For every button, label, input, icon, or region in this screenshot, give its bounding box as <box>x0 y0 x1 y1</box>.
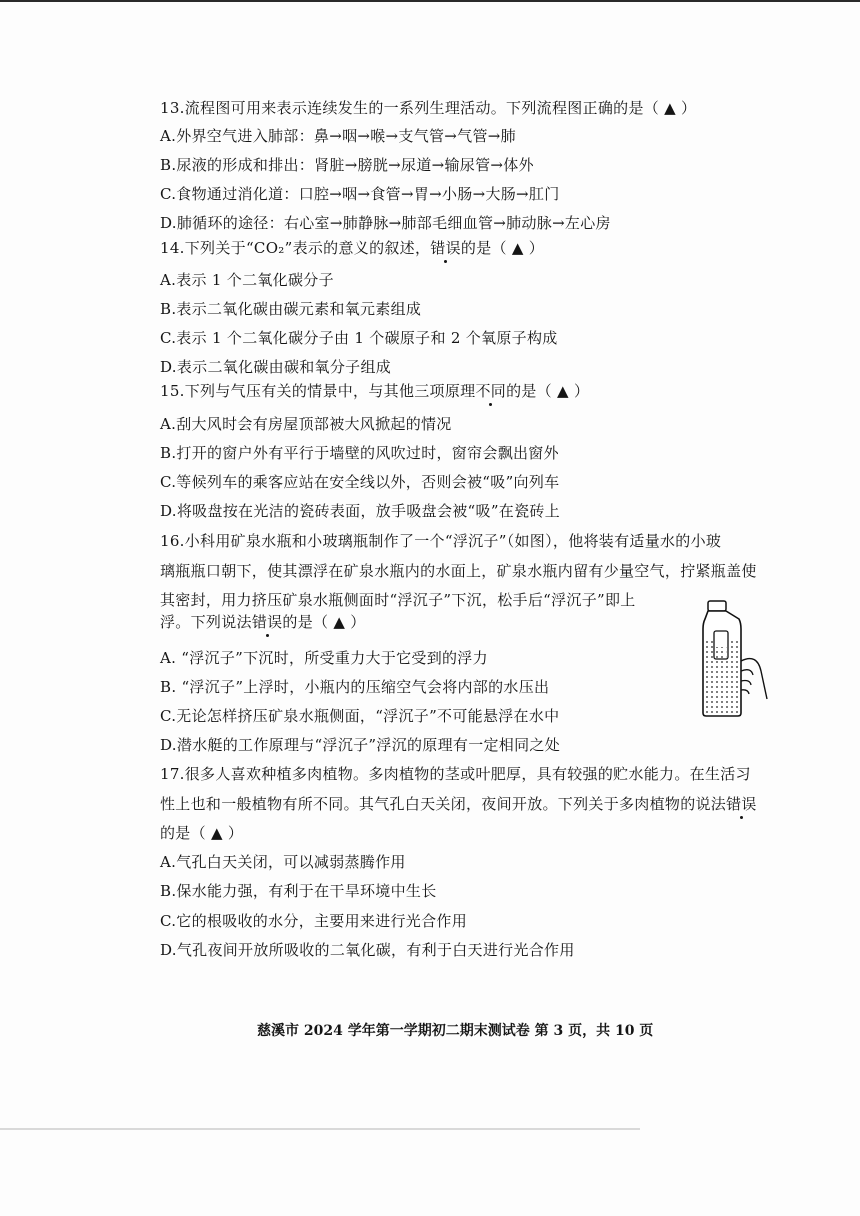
q17-stem2-pre: 性上也和一般植物有所不同。其气孔白天关闭，夜间开放。下列关于多肉植物的说法 <box>160 795 727 813</box>
q16-stem-post: 的是（ ▲ ） <box>282 613 366 631</box>
q16-stem-line-1: 16.小科用矿泉水瓶和小玻璃瓶制作了一个“浮沉子”（如图），他将装有适量水的小玻 <box>160 532 722 550</box>
q15-stem-pre: 15.下列与气压有关的情景中，与其他三项原理 <box>160 382 476 400</box>
q15-option-a: A.刮大风时会有房屋顶部被大风掀起的情况 <box>160 415 452 433</box>
q13-stem: 13.流程图可用来表示连续发生的一系列生理活动。下列流程图正确的是（ ▲ ） <box>160 99 697 117</box>
q17-stem-line-2 <box>160 794 757 814</box>
q17-emphasis: 错误 <box>726 795 757 813</box>
q13-option-c: C.食物通过消化道：口腔→咽→食管→胃→小肠→大肠→肛门 <box>160 185 560 203</box>
q13-option-b: B.尿液的形成和排出：肾脏→膀胱→尿道→输尿管→体外 <box>160 156 534 174</box>
q17-option-c: C.它的根吸收的水分，主要用来进行光合作用 <box>160 912 468 930</box>
q17-option-a: A.气孔白天关闭，可以减弱蒸腾作用 <box>160 853 406 871</box>
q13-option-a: A.外界空气进入肺部：鼻→咽→喉→支气管→气管→肺 <box>160 127 516 145</box>
q13-option-d: D.肺循环的途径：右心室→肺静脉→肺部毛细血管→肺动脉→左心房 <box>160 214 611 232</box>
q17-option-d: D.气孔夜间开放所吸收的二氧化碳，有利于白天进行光合作用 <box>160 941 575 959</box>
q15-stem <box>160 381 589 401</box>
q16-emphasis: 错误 <box>251 613 283 631</box>
q14-stem-post: 的是（ ▲ ） <box>460 239 545 257</box>
q16-stem-line-2: 璃瓶瓶口朝下，使其漂浮在矿泉水瓶内的水面上，矿泉水瓶内留有少量空气，拧紧瓶盖使 <box>160 562 757 580</box>
q17-option-b: B.保水能力强，有利于在干旱环境中生长 <box>160 882 437 900</box>
q16-option-c: C.无论怎样挤压矿泉水瓶侧面，“浮沉子”不可能悬浮在水中 <box>160 707 560 725</box>
q14-emphasis: 错误 <box>430 239 461 257</box>
q15-option-c: C.等候列车的乘客应站在安全线以外，否则会被“吸”向列车 <box>160 473 560 491</box>
q15-option-b: B.打开的窗户外有平行于墙壁的风吹过时，窗帘会飘出窗外 <box>160 444 559 462</box>
q14-option-b: B.表示二氧化碳由碳元素和氧元素组成 <box>160 300 422 318</box>
q16-option-a: A. “浮沉子”下沉时，所受重力大于它受到的浮力 <box>160 649 488 667</box>
q16-option-b: B. “浮沉子”上浮时，小瓶内的压缩空气会将内部的水压出 <box>160 678 550 696</box>
q14-option-d: D.表示二氧化碳由碳和氧分子组成 <box>160 358 392 376</box>
q16-option-d: D.潜水艇的工作原理与“浮沉子”浮沉的原理有一定相同之处 <box>160 736 560 754</box>
q17-stem-line-3: 的是（ ▲ ） <box>160 824 244 842</box>
q14-option-a: A.表示 1 个二氧化碳分子 <box>160 271 334 289</box>
cartesian-diver-figure <box>695 595 770 720</box>
q14-option-c: C.表示 1 个二氧化碳分子由 1 个碳原子和 2 个氧原子构成 <box>160 329 558 347</box>
q16-stem-line-4 <box>160 612 366 632</box>
q15-stem-post: 的是（ ▲ ） <box>506 382 590 400</box>
q15-option-d: D.将吸盘按在光洁的瓷砖表面，放手吸盘会被“吸”在瓷砖上 <box>160 502 560 520</box>
q16-stem-line-3: 其密封，用力挤压矿泉水瓶侧面时“浮沉子”下沉，松手后“浮沉子”即上 <box>160 591 636 609</box>
page-footer: 慈溪市 2024 学年第一学期初二期末测试卷 第 3 页，共 10 页 <box>257 1023 654 1039</box>
q15-emphasis: 不同 <box>475 382 507 400</box>
q14-stem <box>160 238 544 258</box>
q14-stem-pre: 14.下列关于“CO₂”表示的意义的叙述， <box>160 239 431 257</box>
q17-stem-line-1: 17.很多人喜欢种植多肉植物。多肉植物的茎或叶肥厚，具有较强的贮水能力。在生活习 <box>160 765 751 783</box>
q16-stem-pre: 浮。下列说法 <box>160 613 252 631</box>
